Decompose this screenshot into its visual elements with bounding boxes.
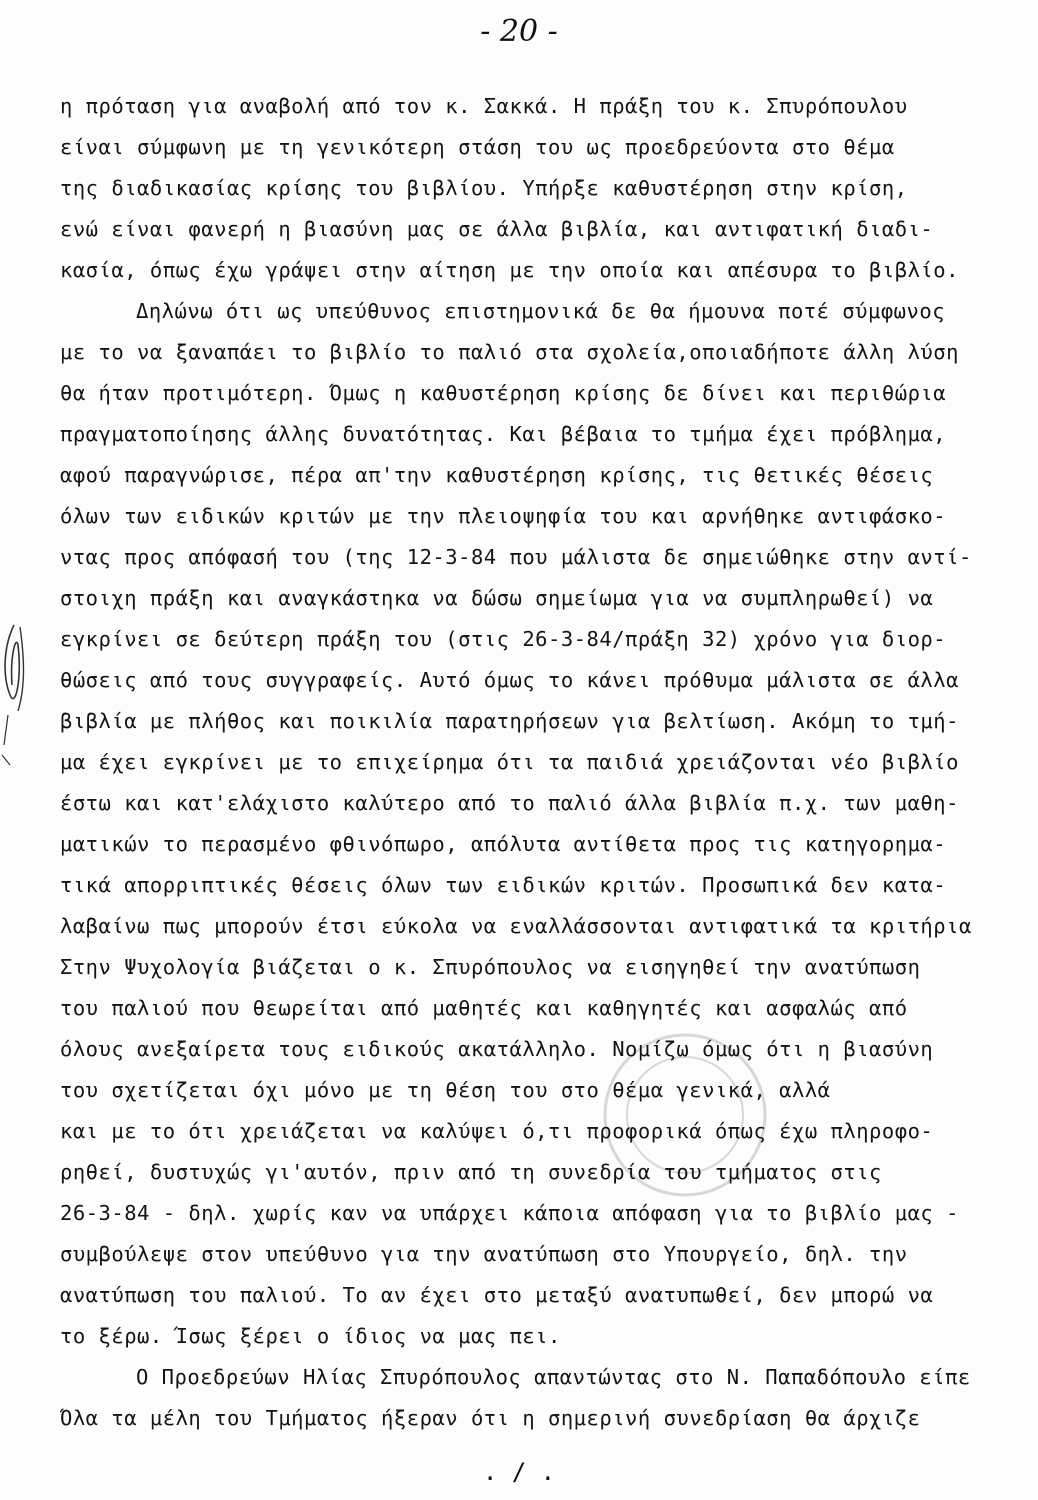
text-line: στοιχη πράξη και αναγκάστηκα να δώσω σημείωμα για να συμπληρωθεί) να: [60, 586, 934, 610]
text-line: και με το ότι χρειάζεται να καλύψει ό,τι προφορικά όπως έχω πληροφο-: [60, 1119, 934, 1143]
text-line: λαβαίνω πως μπορούν έτσι εύκολα να εναλλάσσονται αντιφατικά τα κριτήρια: [60, 914, 972, 938]
text-line: ενώ είναι φανερή η βιασύνη μας σε άλλα βιβλία, και αντιφατική διαδι-: [60, 217, 934, 241]
text-line: του σχετίζεται όχι μόνο με τη θέση του στο θέμα γενικά, αλλά: [60, 1078, 831, 1102]
text-line: όλους ανεξαίρετα τους ειδικούς ακατάλληλο. Νομίζω όμως ότι η βιασύνη: [60, 1037, 934, 1061]
continuation-mark: . / .: [482, 1458, 556, 1486]
text-line: ντας προς απόφασή του (της 12-3-84 που μάλιστα δε σημειώθηκε στην αντί-: [60, 545, 972, 569]
text-line: μα έχει εγκρίνει με το επιχείρημα ότι τα παιδιά χρειάζονται νέο βιβλίο: [60, 750, 959, 774]
margin-scribble-icon: [0, 615, 40, 785]
text-line: βιβλία με πλήθος και ποικιλία παρατηρήσεων για βελτίωση. Ακόμη το τμή-: [60, 709, 959, 733]
body-text: [60, 86, 1030, 1439]
text-line: κασία, όπως έχω γράψει στην αίτηση με την οποία και απέσυρα το βιβλίο.: [60, 258, 959, 282]
text-line: του παλιού που θεωρείται από μαθητές και καθηγητές και ασφαλώς από: [60, 996, 908, 1020]
text-line: Δηλώνω ότι ως υπεύθυνος επιστημονικά δε θα ήμουνα ποτέ σύμφωνος: [136, 299, 946, 323]
text-line: έστω και κατ'ελάχιστο καλύτερο από το παλιό άλλα βιβλία π.χ. των μαθη-: [60, 791, 959, 815]
text-line: Στην Ψυχολογία βιάζεται ο κ. Σπυρόπουλος να εισηγηθεί την ανατύπωση: [60, 955, 921, 979]
text-line: πραγματοποίησης άλλης δυνατότητας. Και βέβαια το τμήμα έχει πρόβλημα,: [60, 422, 947, 446]
text-line: όλων των ειδικών κριτών με την πλειοψηφία του και αρνήθηκε αντιφάσκο-: [60, 504, 947, 528]
text-line: συμβούλεψε στον υπεύθυνο για την ανατύπωση στο Υπουργείο, δηλ. την: [60, 1242, 908, 1266]
text-line: εγκρίνει σε δεύτερη πράξη του (στις 26-3-84/πράξη 32) χρόνο για διορ-: [60, 627, 947, 651]
text-line: η πρόταση για αναβολή από τον κ. Σακκά. Η πράξη του κ. Σπυρόπουλου: [60, 94, 908, 118]
text-line: με το να ξαναπάει το βιβλίο το παλιό στα σχολεία,οποιαδήποτε άλλη λύση: [60, 340, 959, 364]
text-line: είναι σύμφωνη με τη γενικότερη στάση του ως προεδρεύοντα στο θέμα: [60, 135, 895, 159]
text-line: Όλα τα μέλη του Τμήματος ήξεραν ότι η σημερινή συνεδρίαση θα άρχιζε: [60, 1406, 921, 1430]
text-line: θώσεις από τους συγγραφείς. Αυτό όμως το κάνει πρόθυμα μάλιστα σε άλλα: [60, 668, 959, 692]
text-line: της διαδικασίας κρίσης του βιβλίου. Υπήρξε καθυστέρηση στην κρίση,: [60, 176, 908, 200]
text-line: ματικών το περασμένο φθινόπωρο, απόλυτα αντίθετα προς τις κατηγορημα-: [60, 832, 947, 856]
text-line: Ο Προεδρεύων Ηλίας Σπυρόπουλος απαντώντας στο Ν. Παπαδόπουλο είπε: [136, 1365, 971, 1389]
text-line: αφού παραγνώρισε, πέρα απ'την καθυστέρηση κρίσης, τις θετικές θέσεις: [60, 463, 934, 487]
text-line: ρηθεί, δυστυχώς γι'αυτόν, πριν από τη συνεδρία του τμήματος στις: [60, 1160, 882, 1184]
page-number: - 20 -: [480, 14, 558, 49]
text-line: 26-3-84 - δηλ. χωρίς καν να υπάρχει κάποια απόφαση για το βιβλίο μας -: [60, 1201, 959, 1225]
text-line: το ξέρω. Ίσως ξέρει ο ίδιος να μας πει.: [60, 1324, 561, 1348]
text-line: ανατύπωση του παλιού. Το αν έχει στο μεταξύ ανατυπωθεί, δεν μπορώ να: [60, 1283, 934, 1307]
text-line: θα ήταν προτιμότερη. Όμως η καθυστέρηση κρίσης δε δίνει και περιθώρια: [60, 381, 947, 405]
text-line: τικά απορριπτικές θέσεις όλων των ειδικών κριτών. Προσωπικά δεν κατα-: [60, 873, 947, 897]
